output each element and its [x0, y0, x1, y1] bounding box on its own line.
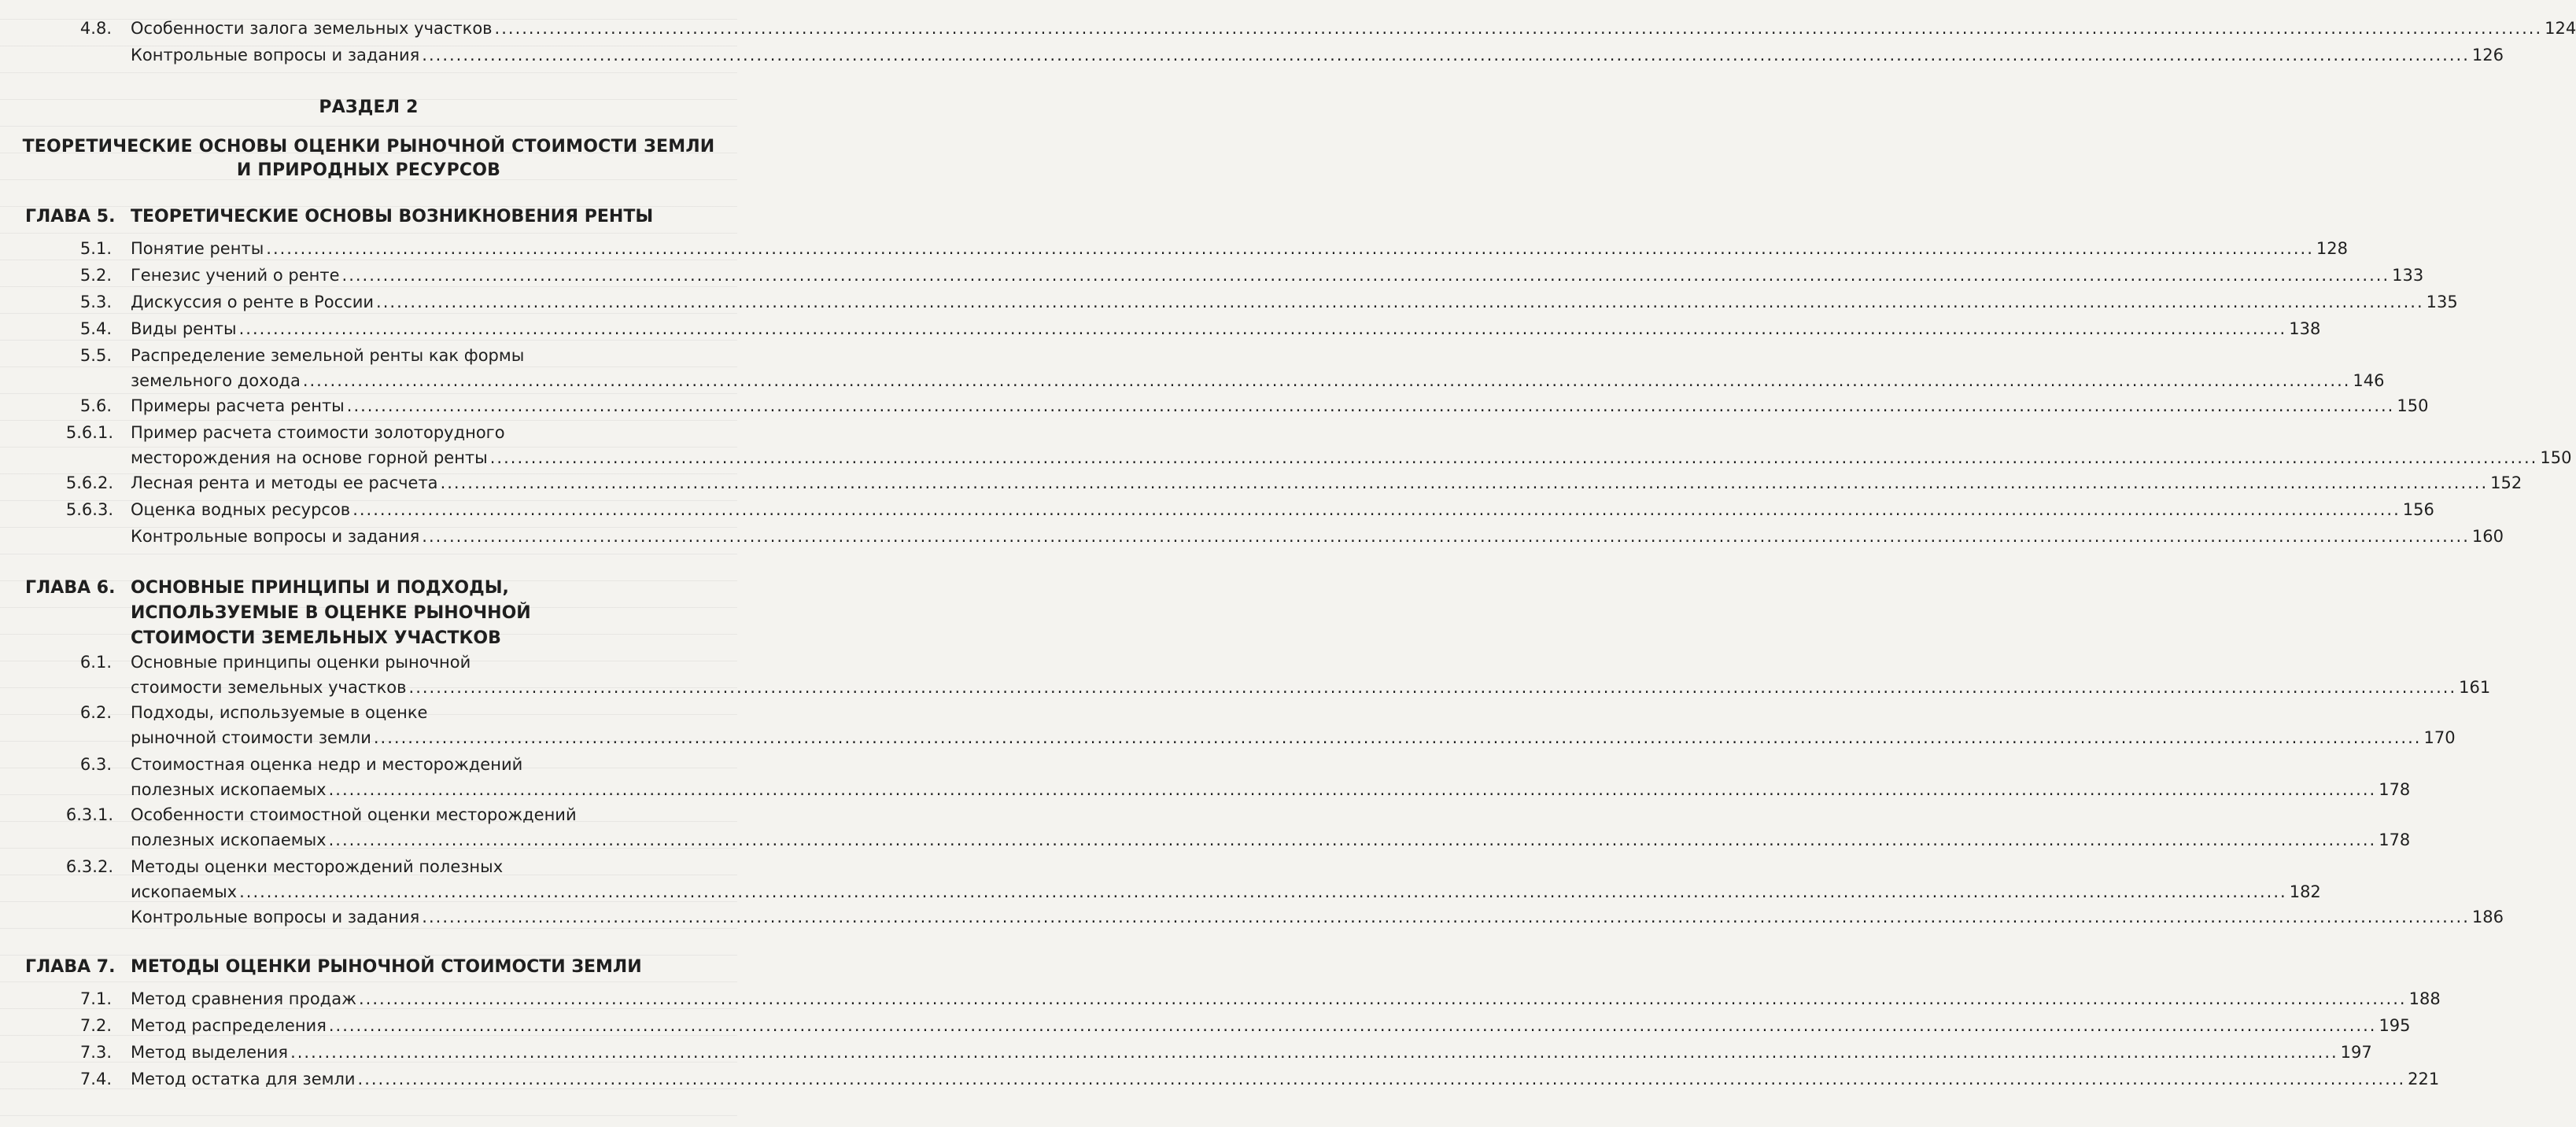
entry-title-line: Метод сравнения продаж: [131, 989, 356, 1008]
dot-leader: ............................................................................................................................................................................................................................................................................................................: [373, 728, 2422, 747]
entry-title-line: Генезис учений о ренте: [131, 266, 340, 285]
entry-title-line: Методы оценки месторождений полезных: [131, 857, 504, 876]
dot-leader: ............................................................................................................................................................................................................................................................................................................: [328, 1016, 2377, 1035]
entry-title-line: Виды ренты: [131, 319, 237, 338]
dot-leader: ............................................................................................................................................................................................................................................................................................................: [341, 266, 2390, 285]
chapter-label: ГЛАВА 6.: [25, 578, 116, 598]
entry-title-line: Дискуссия о ренте в России: [131, 293, 375, 311]
page-number: 178: [2379, 831, 2411, 849]
page-number: 150: [2540, 448, 2572, 467]
dot-leader: ............................................................................................................................................................................................................................................................................................................: [328, 831, 2377, 849]
chapter-title-line: ОСНОВНЫЕ ПРИНЦИПЫ И ПОДХОДЫ,: [131, 578, 509, 598]
entry-number: 5.6.3.: [65, 500, 113, 519]
entry-number: 6.3.: [79, 755, 112, 774]
page-number: 135: [2426, 293, 2458, 311]
entry-number: 7.1.: [79, 989, 112, 1008]
entry-title-line: полезных ископаемых: [131, 780, 327, 799]
page-number: 124: [2545, 19, 2576, 38]
entry-title-line: Особенности стоимостной оценки месторождений: [131, 805, 577, 824]
entry-number: 5.6.2.: [65, 473, 113, 492]
entry-number: 5.6.: [79, 396, 112, 415]
dot-leader: ............................................................................................................................................................................................................................................................................................................: [408, 678, 2457, 697]
page-number: 156: [2402, 500, 2434, 519]
entry-title-line: стоимости земельных участков: [131, 678, 407, 697]
entry-number: 5.2.: [79, 266, 112, 285]
entry-title-line: Контрольные вопросы и задания: [131, 527, 420, 546]
page-number: 150: [2397, 396, 2429, 415]
chapter-title: [131, 204, 681, 230]
entry-title-line: Контрольные вопросы и задания: [131, 908, 420, 926]
entry-number: 7.3.: [79, 1043, 112, 1062]
chapter-title-line: МЕТОДЫ ОЦЕНКИ РЫНОЧНОЙ СТОИМОСТИ ЗЕМЛИ: [131, 957, 642, 977]
page-number: 128: [2316, 239, 2348, 258]
entry-title-line: Оценка водных ресурсов: [131, 500, 351, 519]
section-title-line-2: И ПРИРОДНЫХ РЕСУРСОВ: [236, 160, 501, 180]
chapter-title: [131, 576, 681, 651]
entry-title-line: Лесная рента и методы ее расчета: [131, 473, 438, 492]
page-number: 221: [2408, 1070, 2440, 1088]
entry-title-line: Контрольные вопросы и задания: [131, 46, 420, 64]
dot-leader: ............................................................................................................................................................................................................................................................................................................: [359, 989, 2407, 1008]
page-number: 138: [2289, 319, 2321, 338]
entry-title-line: Основные принципы оценки рыночной: [131, 653, 471, 672]
page-number: 178: [2379, 780, 2411, 799]
entry-number: 6.2.: [79, 703, 112, 722]
section-title-line-1: ТЕОРЕТИЧЕСКИЕ ОСНОВЫ ОЦЕНКИ РЫНОЧНОЙ СТОИМОСТИ ЗЕМЛИ: [22, 137, 715, 157]
page-number: 188: [2408, 989, 2441, 1008]
entry-number: 7.4.: [79, 1070, 112, 1088]
entry-title-line: Особенности залога земельных участков: [131, 19, 493, 38]
page-number: 195: [2379, 1016, 2411, 1035]
page-number: 182: [2289, 882, 2321, 901]
dot-leader: ............................................................................................................................................................................................................................................................................................................: [494, 19, 2543, 38]
entry-number: 5.3.: [79, 293, 112, 311]
dot-leader: ............................................................................................................................................................................................................................................................................................................: [422, 908, 2470, 926]
page-number: 197: [2340, 1043, 2372, 1062]
page-number: 160: [2471, 527, 2504, 546]
entry-number: 5.4.: [79, 319, 112, 338]
dot-leader: ............................................................................................................................................................................................................................................................................................................: [238, 319, 2287, 338]
dot-leader: ............................................................................................................................................................................................................................................................................................................: [328, 780, 2377, 799]
page-number: 133: [2392, 266, 2424, 285]
entry-title-line: Метод остатка для земли: [131, 1070, 356, 1088]
dot-leader: ............................................................................................................................................................................................................................................................................................................: [346, 396, 2395, 415]
entry-title-line: Понятие ренты: [131, 239, 264, 258]
entry-number: 5.5.: [79, 346, 112, 365]
entry-title-line: полезных ископаемых: [131, 831, 327, 849]
dot-leader: ............................................................................................................................................................................................................................................................................................................: [489, 448, 2538, 467]
entry-title-line: рыночной стоимости земли: [131, 728, 371, 747]
dot-leader: ............................................................................................................................................................................................................................................................................................................: [290, 1043, 2338, 1062]
entry-number: 4.8.: [79, 19, 112, 38]
dot-leader: ............................................................................................................................................................................................................................................................................................................: [357, 1070, 2406, 1088]
page-number: 161: [2459, 678, 2491, 697]
entry-title-line: ископаемых: [131, 882, 238, 901]
entry-number: 7.2.: [79, 1016, 112, 1035]
entry-title-line: Стоимостная оценка недр и месторождений: [131, 755, 523, 774]
page-number: 152: [2490, 473, 2522, 492]
chapter-label: ГЛАВА 7.: [25, 957, 116, 977]
chapter-title: [131, 955, 681, 980]
page-number: 126: [2471, 46, 2504, 64]
page-number: 170: [2423, 728, 2456, 747]
page-number: 186: [2471, 908, 2504, 926]
entry-title-line: Пример расчета стоимости золоторудного: [131, 423, 505, 442]
entry-title-line: земельного дохода: [131, 371, 301, 390]
dot-leader: ............................................................................................................................................................................................................................................................................................................: [352, 500, 2401, 519]
entry-title-line: Подходы, используемые в оценке: [131, 703, 428, 722]
entry-number: 5.1.: [79, 239, 112, 258]
chapter-label: ГЛАВА 5.: [25, 207, 116, 227]
entry-title-line: Метод выделения: [131, 1043, 289, 1062]
dot-leader: ............................................................................................................................................................................................................................................................................................................: [239, 882, 2287, 901]
dot-leader: ............................................................................................................................................................................................................................................................................................................: [302, 371, 2351, 390]
entry-title-line: Примеры расчета ренты: [131, 396, 345, 415]
entry-number: 6.3.2.: [65, 857, 113, 876]
dot-leader: ............................................................................................................................................................................................................................................................................................................: [266, 239, 2314, 258]
dot-leader: ............................................................................................................................................................................................................................................................................................................: [422, 527, 2470, 546]
chapter-title-line: ТЕОРЕТИЧЕСКИЕ ОСНОВЫ ВОЗНИКНОВЕНИЯ РЕНТЫ: [131, 207, 654, 227]
dot-leader: ............................................................................................................................................................................................................................................................................................................: [376, 293, 2424, 311]
chapter-title-line: СТОИМОСТИ ЗЕМЕЛЬНЫХ УЧАСТКОВ: [131, 628, 501, 648]
entry-title-line: Метод распределения: [131, 1016, 327, 1035]
dot-leader: ............................................................................................................................................................................................................................................................................................................: [440, 473, 2489, 492]
entry-number: 6.3.1.: [65, 805, 113, 824]
section-label: РАЗДЕЛ 2: [319, 98, 419, 117]
chapter-title-line: ИСПОЛЬЗУЕМЫЕ В ОЦЕНКЕ РЫНОЧНОЙ: [131, 603, 531, 623]
page-number: 146: [2353, 371, 2385, 390]
entry-number: 5.6.1.: [65, 423, 113, 442]
dot-leader: ............................................................................................................................................................................................................................................................................................................: [422, 46, 2470, 64]
entry-title-line: Распределение земельной ренты как формы: [131, 346, 525, 365]
entry-number: 6.1.: [79, 653, 112, 672]
entry-title-line: месторождения на основе горной ренты: [131, 448, 488, 467]
